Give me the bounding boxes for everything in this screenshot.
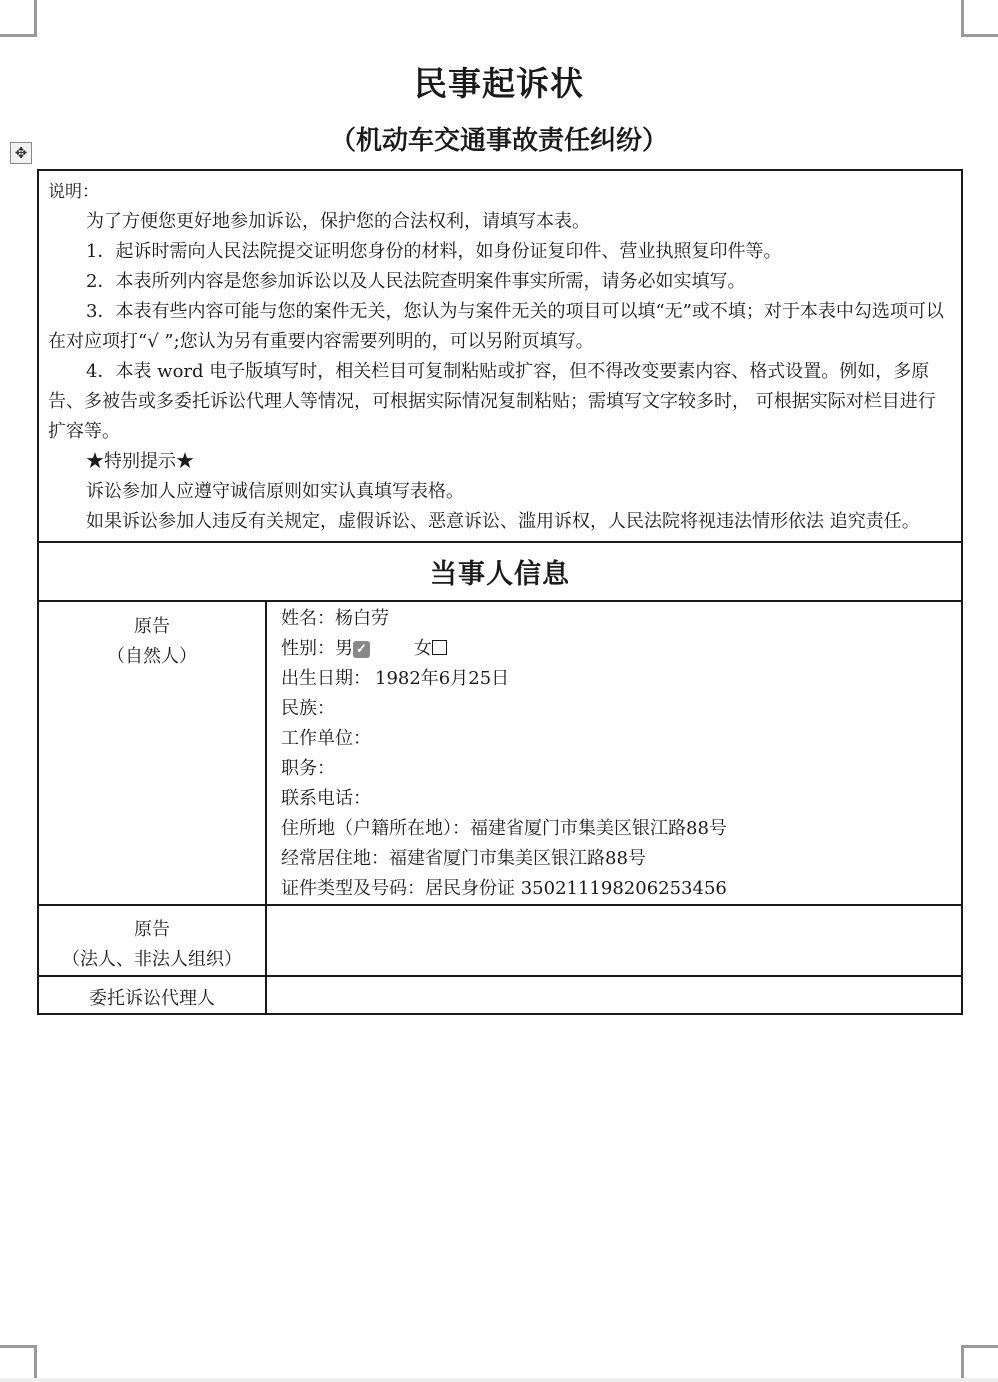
- residence-field[interactable]: [281, 844, 961, 874]
- plaintiff-legal-row: [38, 905, 962, 976]
- position-label: 职务：: [281, 758, 335, 779]
- gender-label: 性别：: [281, 638, 335, 659]
- checked-checkbox-icon[interactable]: ✓: [353, 641, 370, 658]
- agent-label-cell: [38, 976, 266, 1014]
- domicile-value: 福建省厦门市集美区银江路88号: [470, 818, 727, 839]
- employer-label: 工作单位：: [281, 728, 371, 749]
- birth-date-value: 1982年6月25日: [375, 668, 510, 689]
- birth-date-field[interactable]: [281, 664, 961, 694]
- gender-option-female[interactable]: [414, 634, 447, 664]
- gender-option-male[interactable]: [335, 634, 370, 664]
- crop-mark-top-left: [0, 0, 37, 37]
- notes-cell: [38, 170, 962, 542]
- plaintiff-natural-fields: [267, 602, 961, 904]
- document-subtitle: （机动车交通事故责任纠纷）: [329, 126, 668, 156]
- domicile-label: 住所地（户籍所在地）：: [281, 818, 470, 839]
- empty-checkbox-icon[interactable]: [432, 640, 447, 655]
- notes-paragraph: 4．本表 word 电子版填写时，相关栏目可复制粘贴或扩容，但不得改变要素内容、格式设置。例如，多原告、多被告或多委托诉讼代理人等情况，可根据实际情况复制粘贴；需填写文字较多时， 可根据实际对栏目进行扩容等。: [48, 361, 936, 442]
- plaintiff-natural-row: [38, 601, 962, 905]
- residence-label: 经常居住地：: [281, 848, 389, 869]
- complaint-form-table: [37, 169, 963, 1015]
- agent-details-cell[interactable]: [266, 976, 962, 1014]
- id-document-value: 居民身份证 350211198206253456: [425, 878, 727, 899]
- gender-male-label: 男: [335, 638, 353, 659]
- document-title: 民事起诉状: [414, 64, 584, 103]
- notes-paragraph: 为了方便您更好地参加诉讼，保护您的合法权利，请填写本表。: [86, 211, 590, 232]
- ethnicity-field[interactable]: [281, 694, 961, 724]
- notes-paragraph: 如果诉讼参加人违反有关规定，虚假诉讼、恶意诉讼、滥用诉权，人民法院将视违法情形依法 追究责任。: [86, 511, 920, 532]
- name-label: 姓名：: [281, 608, 335, 629]
- phone-label: 联系电话：: [281, 788, 371, 809]
- name-value: 杨白劳: [335, 608, 389, 629]
- notes-row: [38, 170, 962, 542]
- table-move-handle[interactable]: [10, 142, 32, 164]
- section-header-row: [38, 542, 962, 601]
- position-field[interactable]: [281, 754, 961, 784]
- plaintiff-natural-label-cell: [38, 601, 266, 905]
- crop-mark-bottom-left: [0, 1345, 37, 1382]
- crop-mark-bottom-right: [961, 1345, 998, 1382]
- gender-female-label: 女: [413, 638, 432, 659]
- notes-paragraph: 1．起诉时需向人民法院提交证明您身份的材料，如身份证复印件、营业执照复印件等。: [86, 241, 782, 262]
- notes-block: [39, 171, 961, 541]
- id-document-field[interactable]: [281, 874, 961, 904]
- crop-mark-top-right: [961, 0, 998, 37]
- agent-row: [38, 976, 962, 1014]
- birth-date-label: 出生日期：: [281, 668, 371, 689]
- notes-heading: 说明：: [48, 182, 99, 202]
- notes-paragraph: 诉讼参加人应遵守诚信原则如实认真填写表格。: [86, 481, 464, 502]
- plaintiff-legal-details-cell[interactable]: [266, 905, 962, 976]
- plaintiff-legal-sublabel: （法人、非法人组织）: [62, 949, 242, 970]
- employer-field[interactable]: [281, 724, 961, 754]
- plaintiff-natural-label: 原告: [134, 616, 170, 637]
- section-title: 当事人信息: [38, 542, 962, 601]
- plaintiff-natural-sublabel: （自然人）: [107, 646, 197, 667]
- plaintiff-legal-label-cell: [38, 905, 266, 976]
- ethnicity-label: 民族：: [281, 698, 335, 719]
- move-cross-icon: ✥: [14, 143, 28, 162]
- residence-value: 福建省厦门市集美区银江路88号: [389, 848, 646, 869]
- domicile-field[interactable]: [281, 814, 961, 844]
- notes-paragraph: 2．本表所列内容是您参加诉讼以及人民法院查明案件事实所需，请务必如实填写。: [86, 271, 746, 292]
- id-document-label: 证件类型及号码：: [281, 878, 425, 899]
- special-notice-heading: ★特别提示★: [86, 451, 194, 472]
- gender-field: [281, 634, 961, 664]
- plaintiff-legal-label: 原告: [134, 919, 170, 940]
- agent-label: 委托诉讼代理人: [89, 988, 215, 1009]
- plaintiff-natural-details-cell[interactable]: [266, 601, 962, 905]
- name-field[interactable]: [281, 604, 961, 634]
- notes-paragraph: 3．本表有些内容可能与您的案件无关，您认为与案件无关的项目可以填“无”或不填；对于本表中勾选项可以在对应项打“√ ”;您认为另有重要内容需要列明的，可以另附页填写。: [48, 301, 944, 352]
- phone-field[interactable]: [281, 784, 961, 814]
- page-bottom-edge: [0, 1378, 998, 1382]
